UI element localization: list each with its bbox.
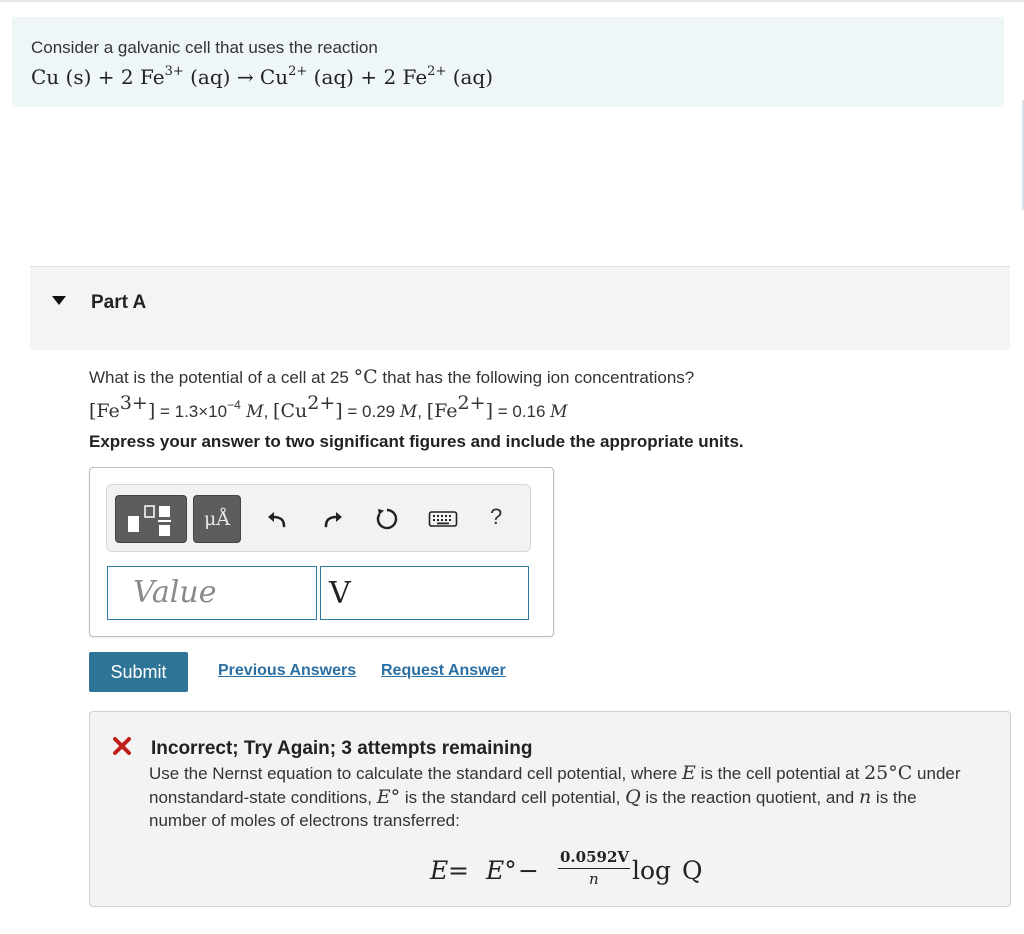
collapse-caret-icon[interactable] xyxy=(52,296,66,305)
conc-sep: , xyxy=(417,402,427,421)
reaction-part: (aq) xyxy=(446,65,494,89)
question-part: that has the following ion concentrations? xyxy=(377,368,695,387)
reaction-charge: 2+ xyxy=(427,64,447,79)
feedback-body xyxy=(149,762,969,833)
reset-icon[interactable] xyxy=(375,507,399,531)
conc-unit: M xyxy=(240,402,264,422)
feedback-text: is the cell potential at xyxy=(695,764,865,783)
unit-input[interactable]: V xyxy=(320,566,529,620)
conc-sep: , xyxy=(263,402,274,421)
question-text xyxy=(89,366,694,388)
help-button[interactable]: ? xyxy=(490,504,503,529)
redo-icon[interactable] xyxy=(321,507,345,531)
fraction-template-icon xyxy=(116,496,188,544)
formula-fraction-bar xyxy=(558,868,630,869)
conc-value: = 0.16 xyxy=(492,402,551,421)
nernst-equation xyxy=(430,846,730,896)
reaction-part: (aq) + 2 Fe xyxy=(307,65,428,89)
feedback-symbol: E° xyxy=(376,785,401,808)
keyboard-icon[interactable] xyxy=(428,507,458,531)
reaction-equation xyxy=(31,64,493,89)
conc-part: ] xyxy=(335,400,343,422)
feedback-text: under nonstandard-state conditions, xyxy=(149,764,961,807)
reaction-charge: 3+ xyxy=(164,64,184,79)
feedback-text: is the reaction quotient, and xyxy=(640,787,859,807)
feedback-text: is the standard cell potential, xyxy=(400,787,626,807)
reaction-charge: 2+ xyxy=(288,64,308,79)
undo-icon[interactable] xyxy=(265,507,289,531)
formula-numerator: 0.0592V xyxy=(560,848,630,866)
conc-unit: M xyxy=(550,402,568,422)
submit-button[interactable]: Submit xyxy=(89,652,188,692)
formula-minus: − xyxy=(518,856,539,885)
conc-part: ] xyxy=(485,400,493,422)
conc-charge: 2+ xyxy=(307,392,336,414)
concentrations xyxy=(89,392,568,422)
feedback-title: Incorrect; Try Again; 3 attempts remaining xyxy=(151,738,533,759)
feedback-text: Use the Nernst equation to calculate the standard cell potential, where xyxy=(149,764,682,783)
temperature-unit: °C xyxy=(353,366,378,388)
conc-part: [Cu xyxy=(273,400,308,422)
intro-text: Consider a galvanic cell that uses the reaction xyxy=(31,38,378,57)
formula-log: log xyxy=(632,856,672,885)
incorrect-x-icon xyxy=(112,736,132,756)
feedback-panel xyxy=(89,711,1011,907)
formula-denominator: n xyxy=(589,870,599,888)
formula-equals: = xyxy=(448,856,469,885)
formula-e0: E° xyxy=(486,856,517,885)
previous-answers-link[interactable]: Previous Answers xyxy=(218,662,357,679)
feedback-text: is the number of moles of electrons transferred: xyxy=(149,787,917,830)
answer-panel xyxy=(89,467,554,637)
part-title: Part A xyxy=(91,292,147,313)
conc-charge: 2+ xyxy=(457,392,486,414)
conc-part: [Fe xyxy=(426,400,458,422)
feedback-temp: 25°C xyxy=(864,762,913,784)
conc-value: = 0.29 xyxy=(342,402,400,421)
value-input[interactable]: Value xyxy=(107,566,317,620)
request-answer-link[interactable]: Request Answer xyxy=(381,662,506,679)
templates-button[interactable] xyxy=(115,495,187,543)
answer-instruction: Express your answer to two significant figures and include the appropriate units. xyxy=(89,432,744,451)
conc-part: [Fe xyxy=(89,400,120,422)
conc-unit: M xyxy=(399,402,418,422)
conc-value: = 1.3×10 xyxy=(155,402,228,421)
feedback-symbol: n xyxy=(858,785,872,808)
reaction-part: (aq) → Cu xyxy=(183,65,289,89)
conc-exponent: −4 xyxy=(227,398,241,412)
part-a-header[interactable] xyxy=(30,266,1010,350)
top-divider xyxy=(0,0,1024,2)
feedback-symbol: Q xyxy=(625,785,641,808)
formula-lhs: E xyxy=(430,856,449,885)
reaction-part: Cu (s) + 2 Fe xyxy=(31,65,165,89)
formula-q: Q xyxy=(682,856,703,885)
conc-charge: 3+ xyxy=(119,392,148,414)
units-button[interactable]: μÅ xyxy=(193,495,241,543)
conc-part: ] xyxy=(147,400,156,422)
problem-intro xyxy=(12,17,1004,107)
feedback-symbol: E xyxy=(682,762,696,784)
question-part: What is the potential of a cell at 25 xyxy=(89,368,354,387)
math-toolbar xyxy=(106,484,531,552)
